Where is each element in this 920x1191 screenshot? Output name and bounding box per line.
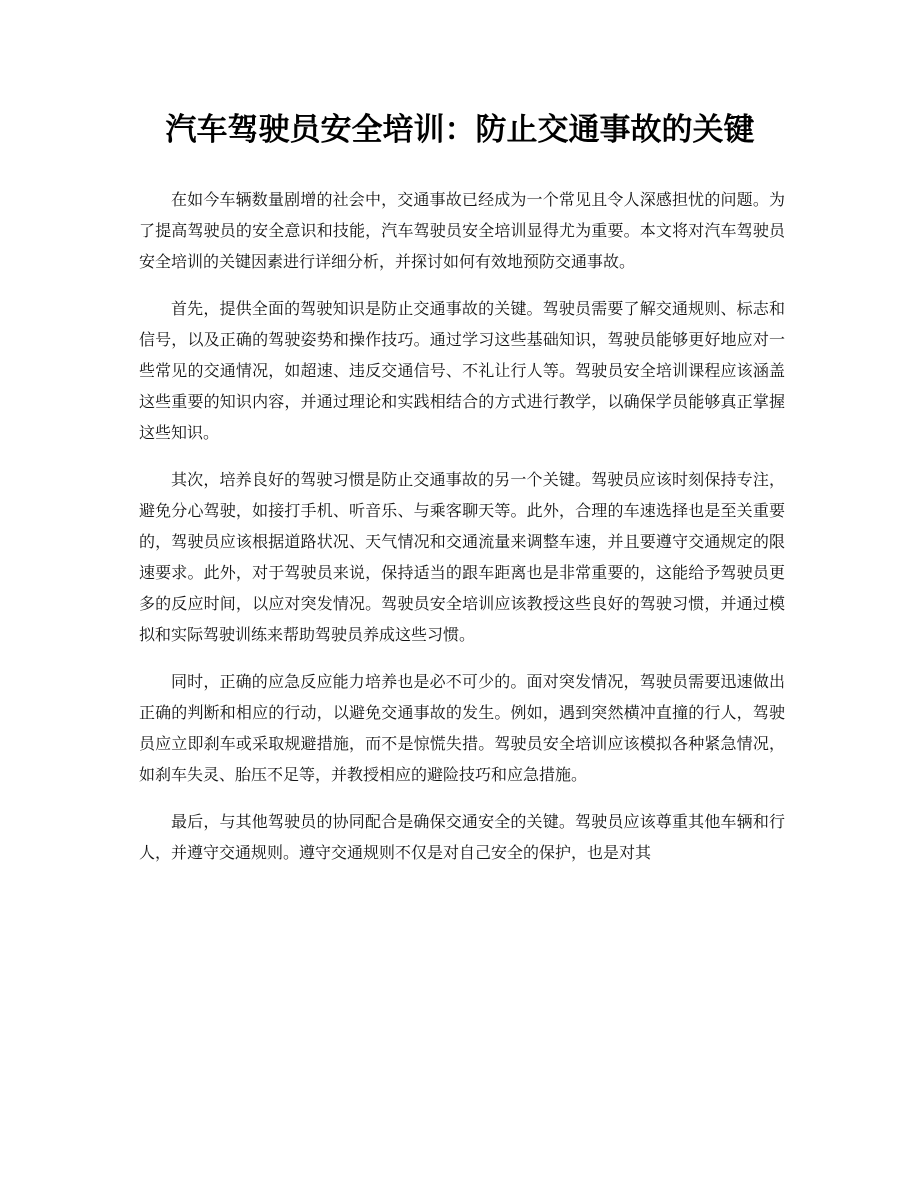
document-title: 汽车驾驶员安全培训：防止交通事故的关键	[165, 112, 755, 148]
paragraph-intro: 在如今车辆数量剧增的社会中，交通事故已经成为一个常见且令人深感担忧的问题。为了提高驾驶员的安全意识和技能，汽车驾驶员安全培训显得尤为重要。本文将对汽车驾驶员安全培训的关键因素进行详细分析，并探讨如何有效地预防交通事故。	[139, 190, 785, 271]
paragraph-knowledge: 首先，提供全面的驾驶知识是防止交通事故的关键。驾驶员需要了解交通规则、标志和信号，以及正确的驾驶姿势和操作技巧。通过学习这些基础知识，驾驶员能够更好地应对一些常见的交通情况，如超速、违反交通信号、不礼让行人等。驾驶员安全培训课程应该涵盖这些重要的知识内容，并通过理论和实践相结合的方式进行教学，以确保学员能够真正掌握这些知识。	[139, 299, 785, 442]
paragraph-cooperation: 最后，与其他驾驶员的协同配合是确保交通安全的关键。驾驶员应该尊重其他车辆和行人，并遵守交通规则。遵守交通规则不仅是对自己安全的保护，也是对其	[139, 812, 785, 862]
paragraph-emergency: 同时，正确的应急反应能力培养也是必不可少的。面对突发情况，驾驶员需要迅速做出正确的判断和相应的行动，以避免交通事故的发生。例如，遇到突然横冲直撞的行人，驾驶员应立即刹车或采取规避措施，而不是惊慌失措。驾驶员安全培训应该模拟各种紧急情况，如刹车失灵、胎压不足等，并教授相应的避险技巧和应急措施。	[139, 672, 785, 784]
document-body	[139, 184, 785, 884]
paragraph-habits: 其次，培养良好的驾驶习惯是防止交通事故的另一个关键。驾驶员应该时刻保持专注，避免分心驾驶，如接打手机、听音乐、与乘客聊天等。此外，合理的车速选择也是至关重要的，驾驶员应该根据道路状况、天气情况和交通流量来调整车速，并且要遵守交通规定的限速要求。此外，对于驾驶员来说，保持适当的跟车距离也是非常重要的，这能给予驾驶员更多的反应时间，以应对突发情况。驾驶员安全培训应该教授这些良好的驾驶习惯，并通过模拟和实际驾驶训练来帮助驾驶员养成这些习惯。	[139, 470, 785, 644]
